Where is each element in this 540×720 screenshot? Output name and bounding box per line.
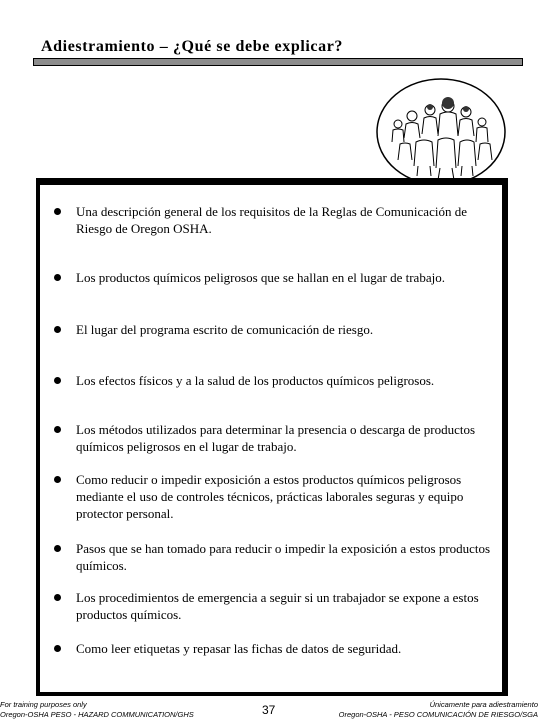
bullet-dot-icon (54, 326, 61, 333)
bullet-text: Los efectos físicos y a la salud de los productos químicos peligrosos. (76, 373, 435, 388)
footer-training-note-es: Únicamente para adiestramiento (429, 700, 538, 709)
footer-course-name: Oregon-OSHA PESO - HAZARD COMMUNICATION/GHS (0, 710, 194, 719)
bullet-text: Como reducir o impedir exposición a estos productos químicos peligrosos mediante el uso de controles técnicos, prácticas laborales seguras y equipo protector personal. (76, 472, 464, 521)
page-title: Adiestramiento – ¿Qué se debe explicar? (41, 38, 344, 55)
bullet-text: Los productos químicos peligrosos que se hallan en el lugar de trabajo. (76, 270, 445, 285)
footer-left (0, 700, 194, 720)
workers-group-illustration (374, 76, 508, 188)
list-item (54, 269, 504, 286)
bullet-text: Una descripción general de los requisitos de la Reglas de Comunicación de Riesgo de Oregon OSHA. (76, 204, 467, 236)
list-item (54, 640, 504, 657)
bullet-text: Los procedimientos de emergencia a seguir si un trabajador se expone a estos productos químicos. (76, 590, 479, 622)
bullet-dot-icon (54, 645, 61, 652)
bullet-text: Pasos que se han tomado para reducir o impedir la exposición a estos productos químicos. (76, 541, 491, 573)
list-item (54, 372, 504, 389)
list-item (54, 540, 504, 574)
footer-right (339, 700, 538, 720)
bullet-text: El lugar del programa escrito de comunicación de riesgo. (76, 322, 374, 337)
footer-training-note: For training purposes only (0, 700, 87, 709)
bullet-text: Como leer etiquetas y repasar las fichas de datos de seguridad. (76, 641, 402, 656)
content-panel (36, 178, 508, 696)
bullet-dot-icon (54, 476, 61, 483)
bullet-dot-icon (54, 377, 61, 384)
list-item (54, 421, 504, 455)
list-item (54, 321, 504, 338)
list-item (54, 471, 504, 522)
bullet-dot-icon (54, 274, 61, 281)
bullet-dot-icon (54, 208, 61, 215)
bullet-dot-icon (54, 594, 61, 601)
list-item (54, 203, 504, 237)
bullet-dot-icon (54, 426, 61, 433)
bullet-text: Los métodos utilizados para determinar la presencia o descarga de productos químicos peligrosos en el lugar de trabajo. (76, 422, 476, 454)
footer-course-name-es: Oregon-OSHA - PESO COMUNICACIÓN DE RIESGO/SGA (338, 710, 538, 719)
page-number: 37 (262, 703, 276, 717)
title-underline-bar (33, 58, 523, 66)
list-item (54, 589, 504, 623)
bullet-dot-icon (54, 545, 61, 552)
